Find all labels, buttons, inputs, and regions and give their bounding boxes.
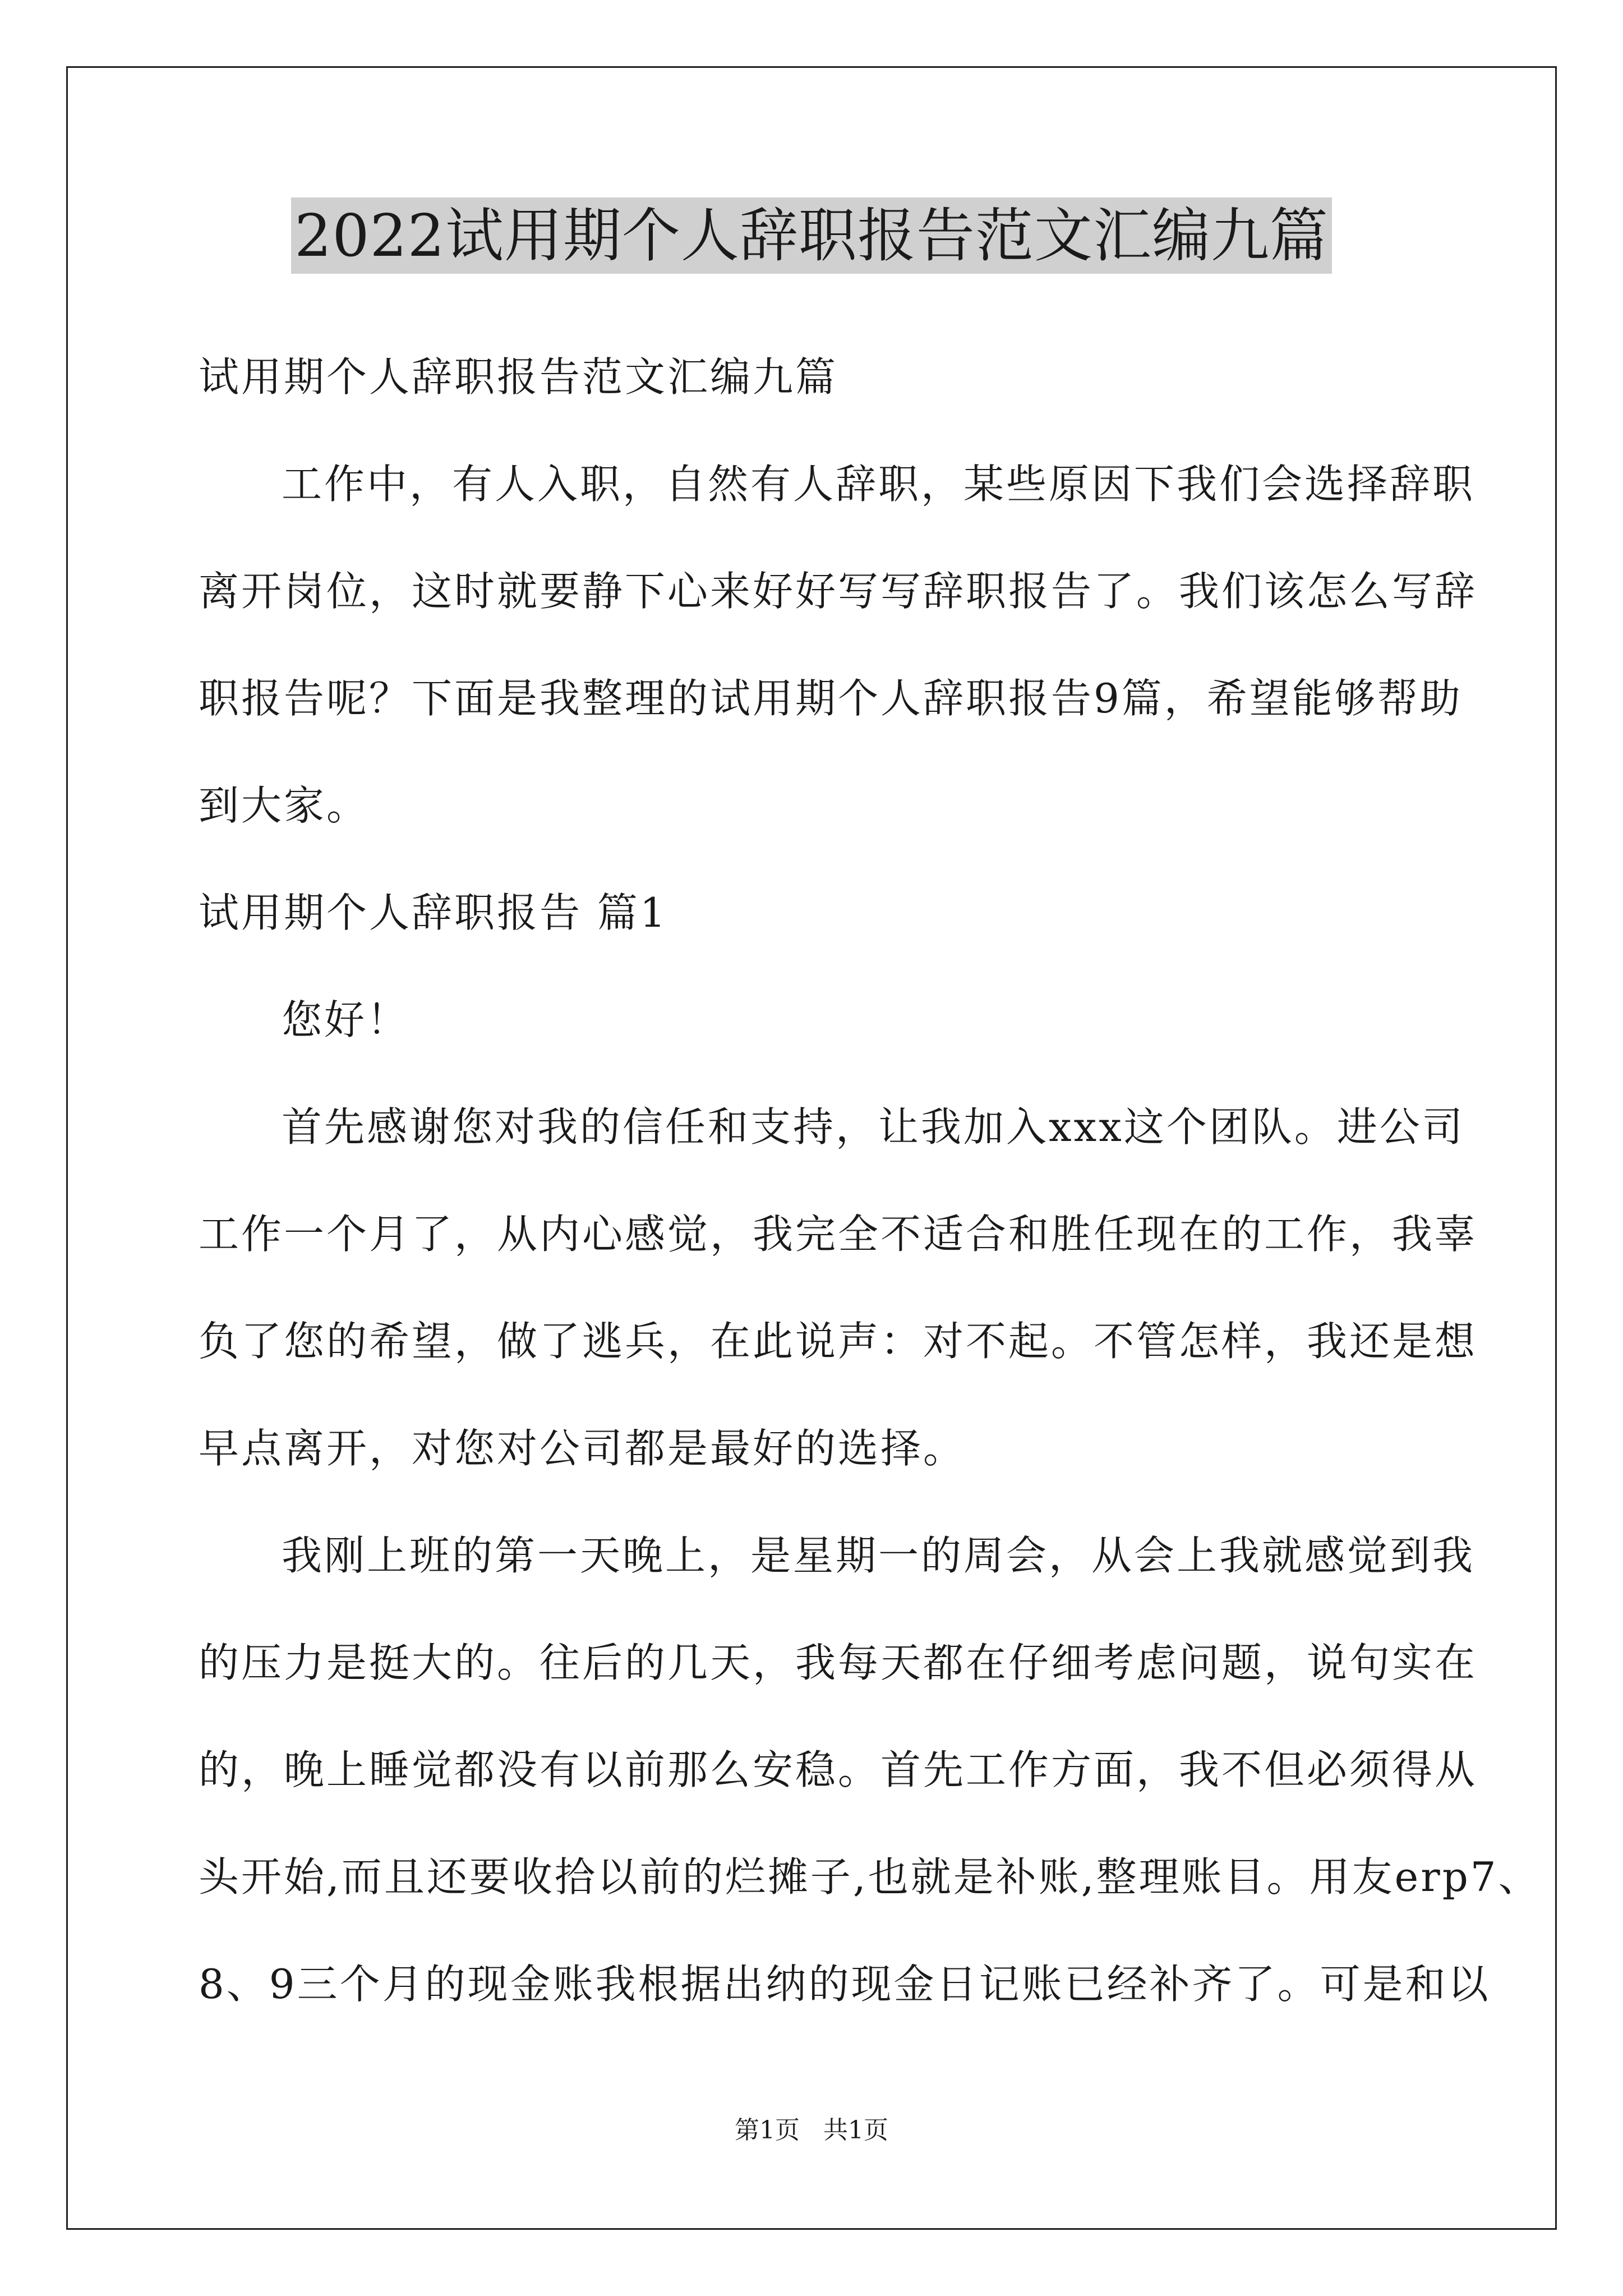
subtitle: 试用期个人辞职报告范文汇编九篇 [199,353,838,401]
page-footer: 第1页 共1页 [735,2116,888,2145]
para2-line-4: 头开始,而且还要收拾以前的烂摊子,也就是补账,整理账目。用友erp7、 [199,1853,1541,1901]
title-container [0,197,1623,274]
intro-line-4: 到大家。 [199,782,370,829]
document-title: 2022试用期个人辞职报告范文汇编九篇 [291,197,1332,274]
intro-line-2: 离开岗位，这时就要静下心来好好写写辞职报告了。我们该怎么写辞 [199,568,1478,615]
para2-line-3: 的，晚上睡觉都没有以前那么安稳。首先工作方面，我不但必须得从 [199,1746,1478,1793]
para2-line-1: 我刚上班的第一天晚上，是星期一的周会，从会上我就感觉到我 [282,1532,1476,1579]
intro-line-1: 工作中，有人入职，自然有人辞职，某些原因下我们会选择辞职 [282,461,1476,508]
greeting: 您好！ [282,996,410,1043]
para1-line-2: 工作一个月了，从内心感觉，我完全不适合和胜任现在的工作，我辜 [199,1211,1478,1258]
para1-line-3: 负了您的希望，做了逃兵，在此说声：对不起。不管怎样，我还是想 [199,1318,1478,1365]
para1-line-1: 首先感谢您对我的信任和支持，让我加入xxx这个团队。进公司 [282,1103,1465,1151]
para2-line-5: 8、9三个月的现金账我根据出纳的现金日记账已经补齐了。可是和以 [199,1961,1491,2008]
intro-line-3: 职报告呢？下面是我整理的试用期个人辞职报告9篇，希望能够帮助 [199,675,1463,722]
para1-line-4: 早点离开，对您对公司都是最好的选择。 [199,1425,966,1472]
section-heading: 试用期个人辞职报告 篇1 [199,889,668,936]
para2-line-2: 的压力是挺大的。往后的几天，我每天都在仔细考虑问题，说句实在 [199,1639,1478,1686]
